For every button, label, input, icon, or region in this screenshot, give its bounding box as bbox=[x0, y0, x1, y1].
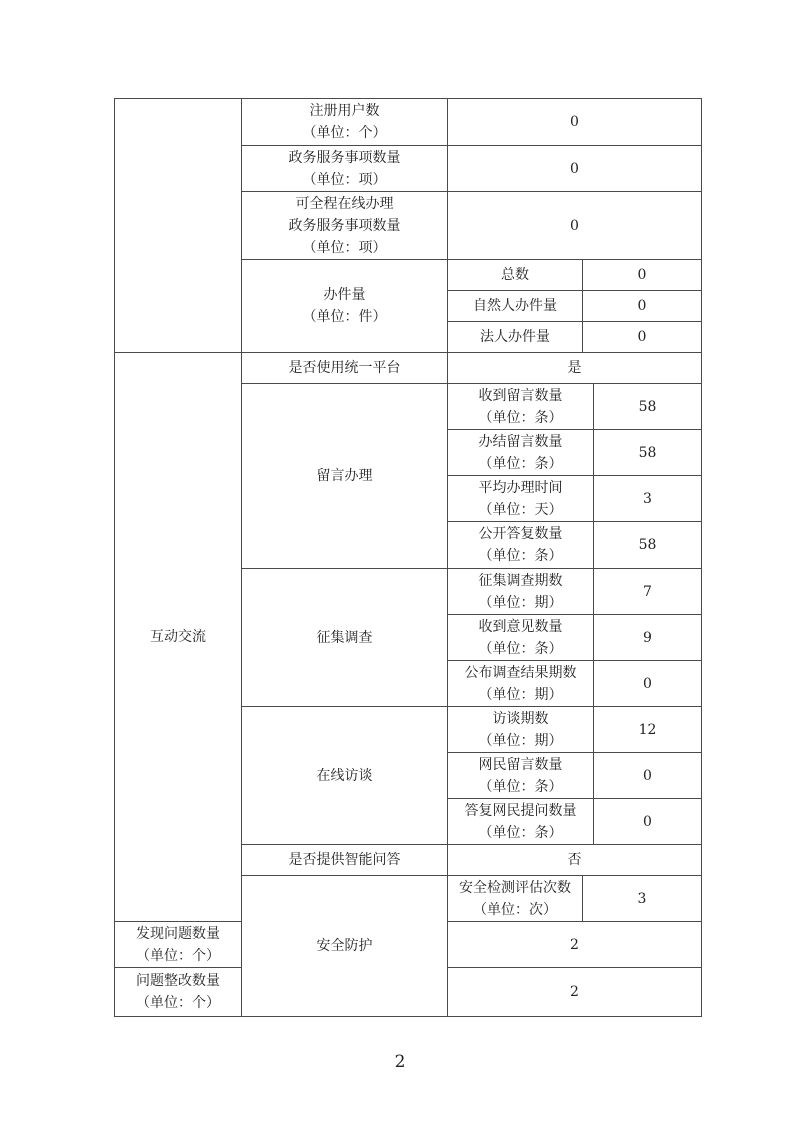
handling-total-label: 总数 bbox=[448, 260, 583, 291]
survey-opinions-value: 9 bbox=[594, 615, 702, 661]
handling-total-value: 0 bbox=[583, 260, 702, 291]
interview-label: 在线访谈 bbox=[242, 707, 448, 845]
online-items-value: 0 bbox=[448, 192, 702, 260]
survey-results-label: 公布调查结果期数 （单位：期） bbox=[448, 661, 594, 707]
interview-periods-value: 12 bbox=[594, 707, 702, 753]
messages-public-label: 公开答复数量 （单位：条） bbox=[448, 522, 594, 569]
category-cell-blank bbox=[115, 99, 242, 353]
interview-netizen-value: 0 bbox=[594, 753, 702, 799]
interview-periods-label: 访谈期数 （单位：期） bbox=[448, 707, 594, 753]
statistics-table bbox=[114, 98, 702, 1017]
security-fixed-value: 2 bbox=[448, 968, 702, 1017]
messages-received-label: 收到留言数量 （单位：条） bbox=[448, 384, 594, 430]
online-items-label: 可全程在线办理 政务服务事项数量 （单位：项） bbox=[242, 192, 448, 260]
handling-natural-label: 自然人办件量 bbox=[448, 291, 583, 322]
smart-qa-label: 是否提供智能问答 bbox=[242, 845, 448, 876]
handling-label: 办件量 （单位：件） bbox=[242, 260, 448, 353]
messages-completed-value: 58 bbox=[594, 430, 702, 476]
interview-netizen-label: 网民留言数量 （单位：条） bbox=[448, 753, 594, 799]
messages-label: 留言办理 bbox=[242, 384, 448, 569]
interview-replies-value: 0 bbox=[594, 799, 702, 845]
messages-received-value: 58 bbox=[594, 384, 702, 430]
security-found-value: 2 bbox=[448, 922, 702, 968]
security-checks-value: 3 bbox=[583, 876, 702, 922]
registered-users-value: 0 bbox=[448, 99, 702, 146]
survey-periods-value: 7 bbox=[594, 569, 702, 615]
messages-completed-label: 办结留言数量 （单位：条） bbox=[448, 430, 594, 476]
messages-avgtime-value: 3 bbox=[594, 476, 702, 522]
security-fixed-label: 问题整改数量 （单位：个） bbox=[115, 968, 242, 1017]
security-checks-label: 安全检测评估次数 （单位：次） bbox=[448, 876, 583, 922]
registered-users-label: 注册用户数 （单位：个） bbox=[242, 99, 448, 146]
handling-natural-value: 0 bbox=[583, 291, 702, 322]
security-category: 安全防护 bbox=[242, 876, 448, 1017]
survey-results-value: 0 bbox=[594, 661, 702, 707]
unified-platform-label: 是否使用统一平台 bbox=[242, 353, 448, 384]
service-items-value: 0 bbox=[448, 146, 702, 192]
handling-legal-label: 法人办件量 bbox=[448, 322, 583, 353]
unified-platform-value: 是 bbox=[448, 353, 702, 384]
smart-qa-value: 否 bbox=[448, 845, 702, 876]
handling-legal-value: 0 bbox=[583, 322, 702, 353]
table-row bbox=[115, 353, 702, 384]
page-number: 2 bbox=[394, 1052, 406, 1072]
survey-label: 征集调查 bbox=[242, 569, 448, 707]
survey-periods-label: 征集调查期数 （单位：期） bbox=[448, 569, 594, 615]
table-row bbox=[115, 99, 702, 146]
survey-opinions-label: 收到意见数量 （单位：条） bbox=[448, 615, 594, 661]
security-found-label: 发现问题数量 （单位：个） bbox=[115, 922, 242, 968]
interview-replies-label: 答复网民提问数量 （单位：条） bbox=[448, 799, 594, 845]
service-items-label: 政务服务事项数量 （单位：项） bbox=[242, 146, 448, 192]
messages-avgtime-label: 平均办理时间 （单位：天） bbox=[448, 476, 594, 522]
interaction-category: 互动交流 bbox=[115, 353, 242, 922]
messages-public-value: 58 bbox=[594, 522, 702, 569]
